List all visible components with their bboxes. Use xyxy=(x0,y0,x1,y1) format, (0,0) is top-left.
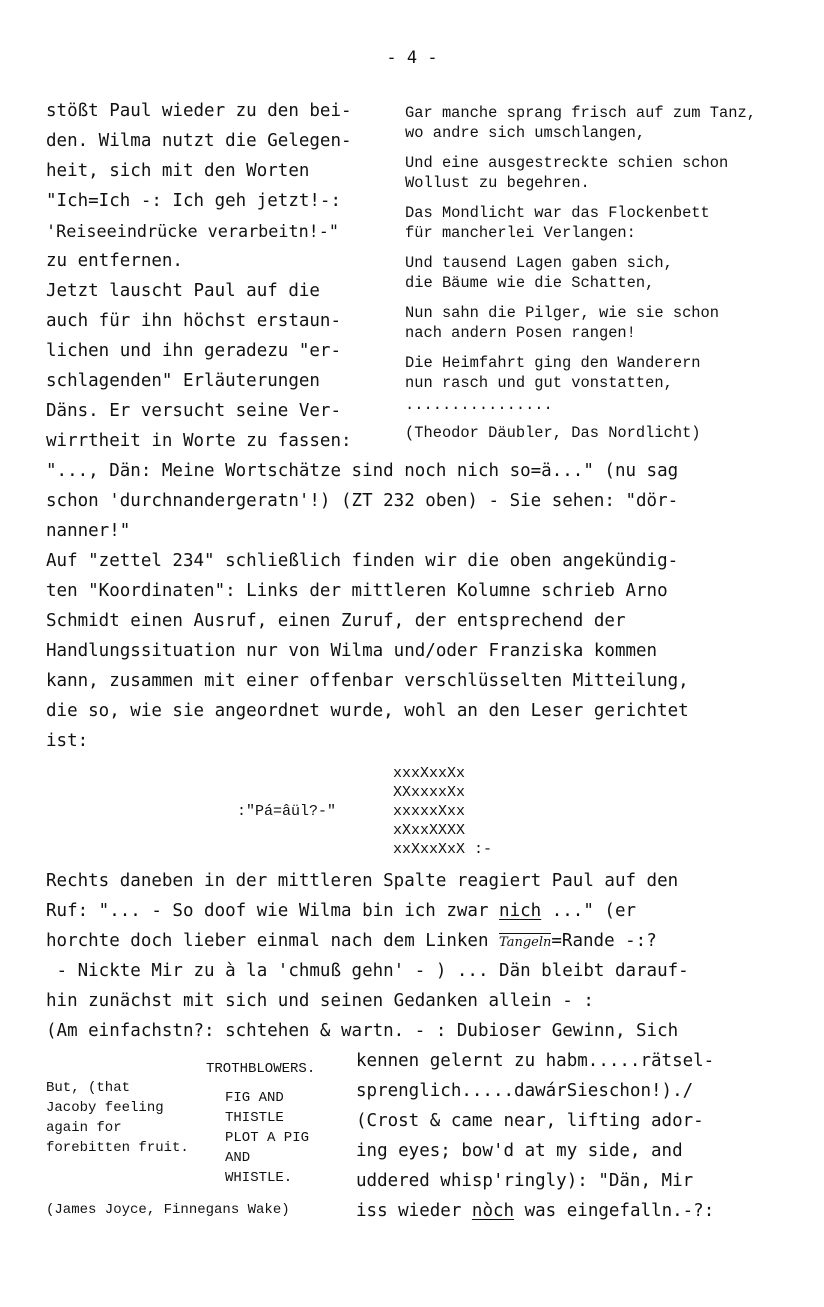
underlined-word: nòch xyxy=(471,1201,515,1221)
joyce-line: again for xyxy=(46,1120,122,1136)
joyce-line: THISTLE xyxy=(225,1110,284,1126)
text-line: (Crost & came near, lifting ador- xyxy=(356,1111,704,1131)
joyce-line: AND xyxy=(225,1150,251,1166)
text-line: zu entfernen. xyxy=(46,251,183,271)
cipher-row: xXxxXXXX xyxy=(393,822,466,839)
text-line: schlagenden" Erläuterungen xyxy=(46,371,320,391)
text-line xyxy=(356,1201,714,1221)
joyce-line: Jacoby feeling xyxy=(46,1100,164,1116)
text-line: Däns. Er versucht seine Ver- xyxy=(46,401,342,421)
text-line: (Am einfachstn?: schtehen & wartn. - : Dubioser Gewinn, Sich xyxy=(46,1021,679,1041)
text-line: stößt Paul wieder zu den bei- xyxy=(46,101,352,121)
text-span: Ruf: "... - So doof wie Wilma bin ich zwar xyxy=(46,901,500,921)
poem-line: nach andern Posen rangen! xyxy=(405,324,636,342)
text-line: "Ich=Ich -: Ich geh jetzt!-: xyxy=(46,191,342,211)
text-line: - Nickte Mir zu à la 'chmuß gehn' - ) ... Dän bleibt darauf- xyxy=(46,961,689,981)
text-line: auch für ihn höchst erstaun- xyxy=(46,311,342,331)
cipher-call: :"Pá=âül?-" xyxy=(237,803,337,820)
joyce-title: TROTHBLOWERS. xyxy=(206,1061,316,1077)
poem-line: Das Mondlicht war das Flockenbett xyxy=(405,204,710,222)
text-span: was eingefalln.-?: xyxy=(514,1201,715,1221)
text-line: 'Reiseeindrücke verarbeitn!-" xyxy=(46,221,339,241)
text-line: sprenglich.....dawárSieschon!)./ xyxy=(356,1081,694,1101)
handwritten-word: Tangeln xyxy=(499,935,552,950)
text-line: kann, zusammen mit einer offenbar verschlüsselten Mitteilung, xyxy=(46,671,689,691)
cipher-row: xxXxxXxX :- xyxy=(393,841,493,858)
text-line: kennen gelernt zu habm.....rätsel- xyxy=(356,1051,715,1071)
cipher-row: xxxXxxXx xyxy=(393,765,466,782)
text-line: wirrtheit in Worte zu fassen: xyxy=(46,431,352,451)
text-span: =Rande -:? xyxy=(551,931,657,951)
text-line: Rechts daneben in der mittleren Spalte reagiert Paul auf den xyxy=(46,871,679,891)
poem-line: Nun sahn die Pilger, wie sie schon xyxy=(405,304,720,322)
cipher-row: XXxxxxXx xyxy=(393,784,466,801)
poem-ellipsis: ................ xyxy=(405,396,553,414)
text-line: ist: xyxy=(46,731,89,751)
text-span: ..." (er xyxy=(541,901,637,921)
text-line: Auf "zettel 234" schließlich finden wir die oben angekündig- xyxy=(46,551,679,571)
text-line: hin zunächst mit sich und seinen Gedanken allein - : xyxy=(46,991,594,1011)
joyce-line: PLOT A PIG xyxy=(225,1130,310,1146)
text-line: nanner!" xyxy=(46,521,131,541)
poem-line: Gar manche sprang frisch auf zum Tanz, xyxy=(405,104,756,122)
joyce-citation: (James Joyce, Finnegans Wake) xyxy=(46,1202,290,1218)
text-line: den. Wilma nutzt die Gelegen- xyxy=(46,131,352,151)
text-line: heit, sich mit den Worten xyxy=(46,161,310,181)
underlined-word: nich xyxy=(499,901,542,921)
page-number: - 4 - xyxy=(386,48,438,68)
text-line xyxy=(46,901,636,921)
text-span: horchte doch lieber einmal nach dem Linken xyxy=(46,931,500,951)
text-span: iss wieder xyxy=(356,1201,472,1221)
poem-line: die Bäume wie die Schatten, xyxy=(405,274,655,292)
text-line: Handlungssituation nur von Wilma und/oder Franziska kommen xyxy=(46,641,658,661)
text-line: ing eyes; bow'd at my side, and xyxy=(356,1141,683,1161)
cipher-row: xxxxxXxx xyxy=(393,803,466,820)
poem-line: Die Heimfahrt ging den Wanderern xyxy=(405,354,701,372)
poem-line: Und eine ausgestreckte schien schon xyxy=(405,154,729,172)
text-line: schon 'durchnandergeratn'!) (ZT 232 oben) - Sie sehen: "dör- xyxy=(46,491,679,511)
joyce-line: forebitten fruit. xyxy=(46,1140,189,1156)
poem-line: wo andre sich umschlangen, xyxy=(405,124,646,142)
joyce-line: But, (that xyxy=(46,1080,131,1096)
poem-line: Wollust zu begehren. xyxy=(405,174,590,192)
text-line: lichen und ihn geradezu "er- xyxy=(46,341,342,361)
poem-line: Und tausend Lagen gaben sich, xyxy=(405,254,673,272)
text-line: Jetzt lauscht Paul auf die xyxy=(46,281,320,301)
text-line: Schmidt einen Ausruf, einen Zuruf, der entsprechend der xyxy=(46,611,626,631)
text-line: uddered whisp'ringly): "Dän, Mir xyxy=(356,1171,694,1191)
poem-citation: (Theodor Däubler, Das Nordlicht) xyxy=(405,424,701,442)
text-line: die so, wie sie angeordnet wurde, wohl an den Leser gerichtet xyxy=(46,701,689,721)
text-line: "..., Dän: Meine Wortschätze sind noch nich so=ä..." (nu sag xyxy=(46,461,679,481)
poem-line: nun rasch und gut vonstatten, xyxy=(405,374,673,392)
joyce-line: FIG AND xyxy=(225,1090,284,1106)
text-line xyxy=(46,931,657,951)
text-line: ten "Koordinaten": Links der mittleren Kolumne schrieb Arno xyxy=(46,581,668,601)
poem-line: für mancherlei Verlangen: xyxy=(405,224,636,242)
joyce-line: WHISTLE. xyxy=(225,1170,293,1186)
